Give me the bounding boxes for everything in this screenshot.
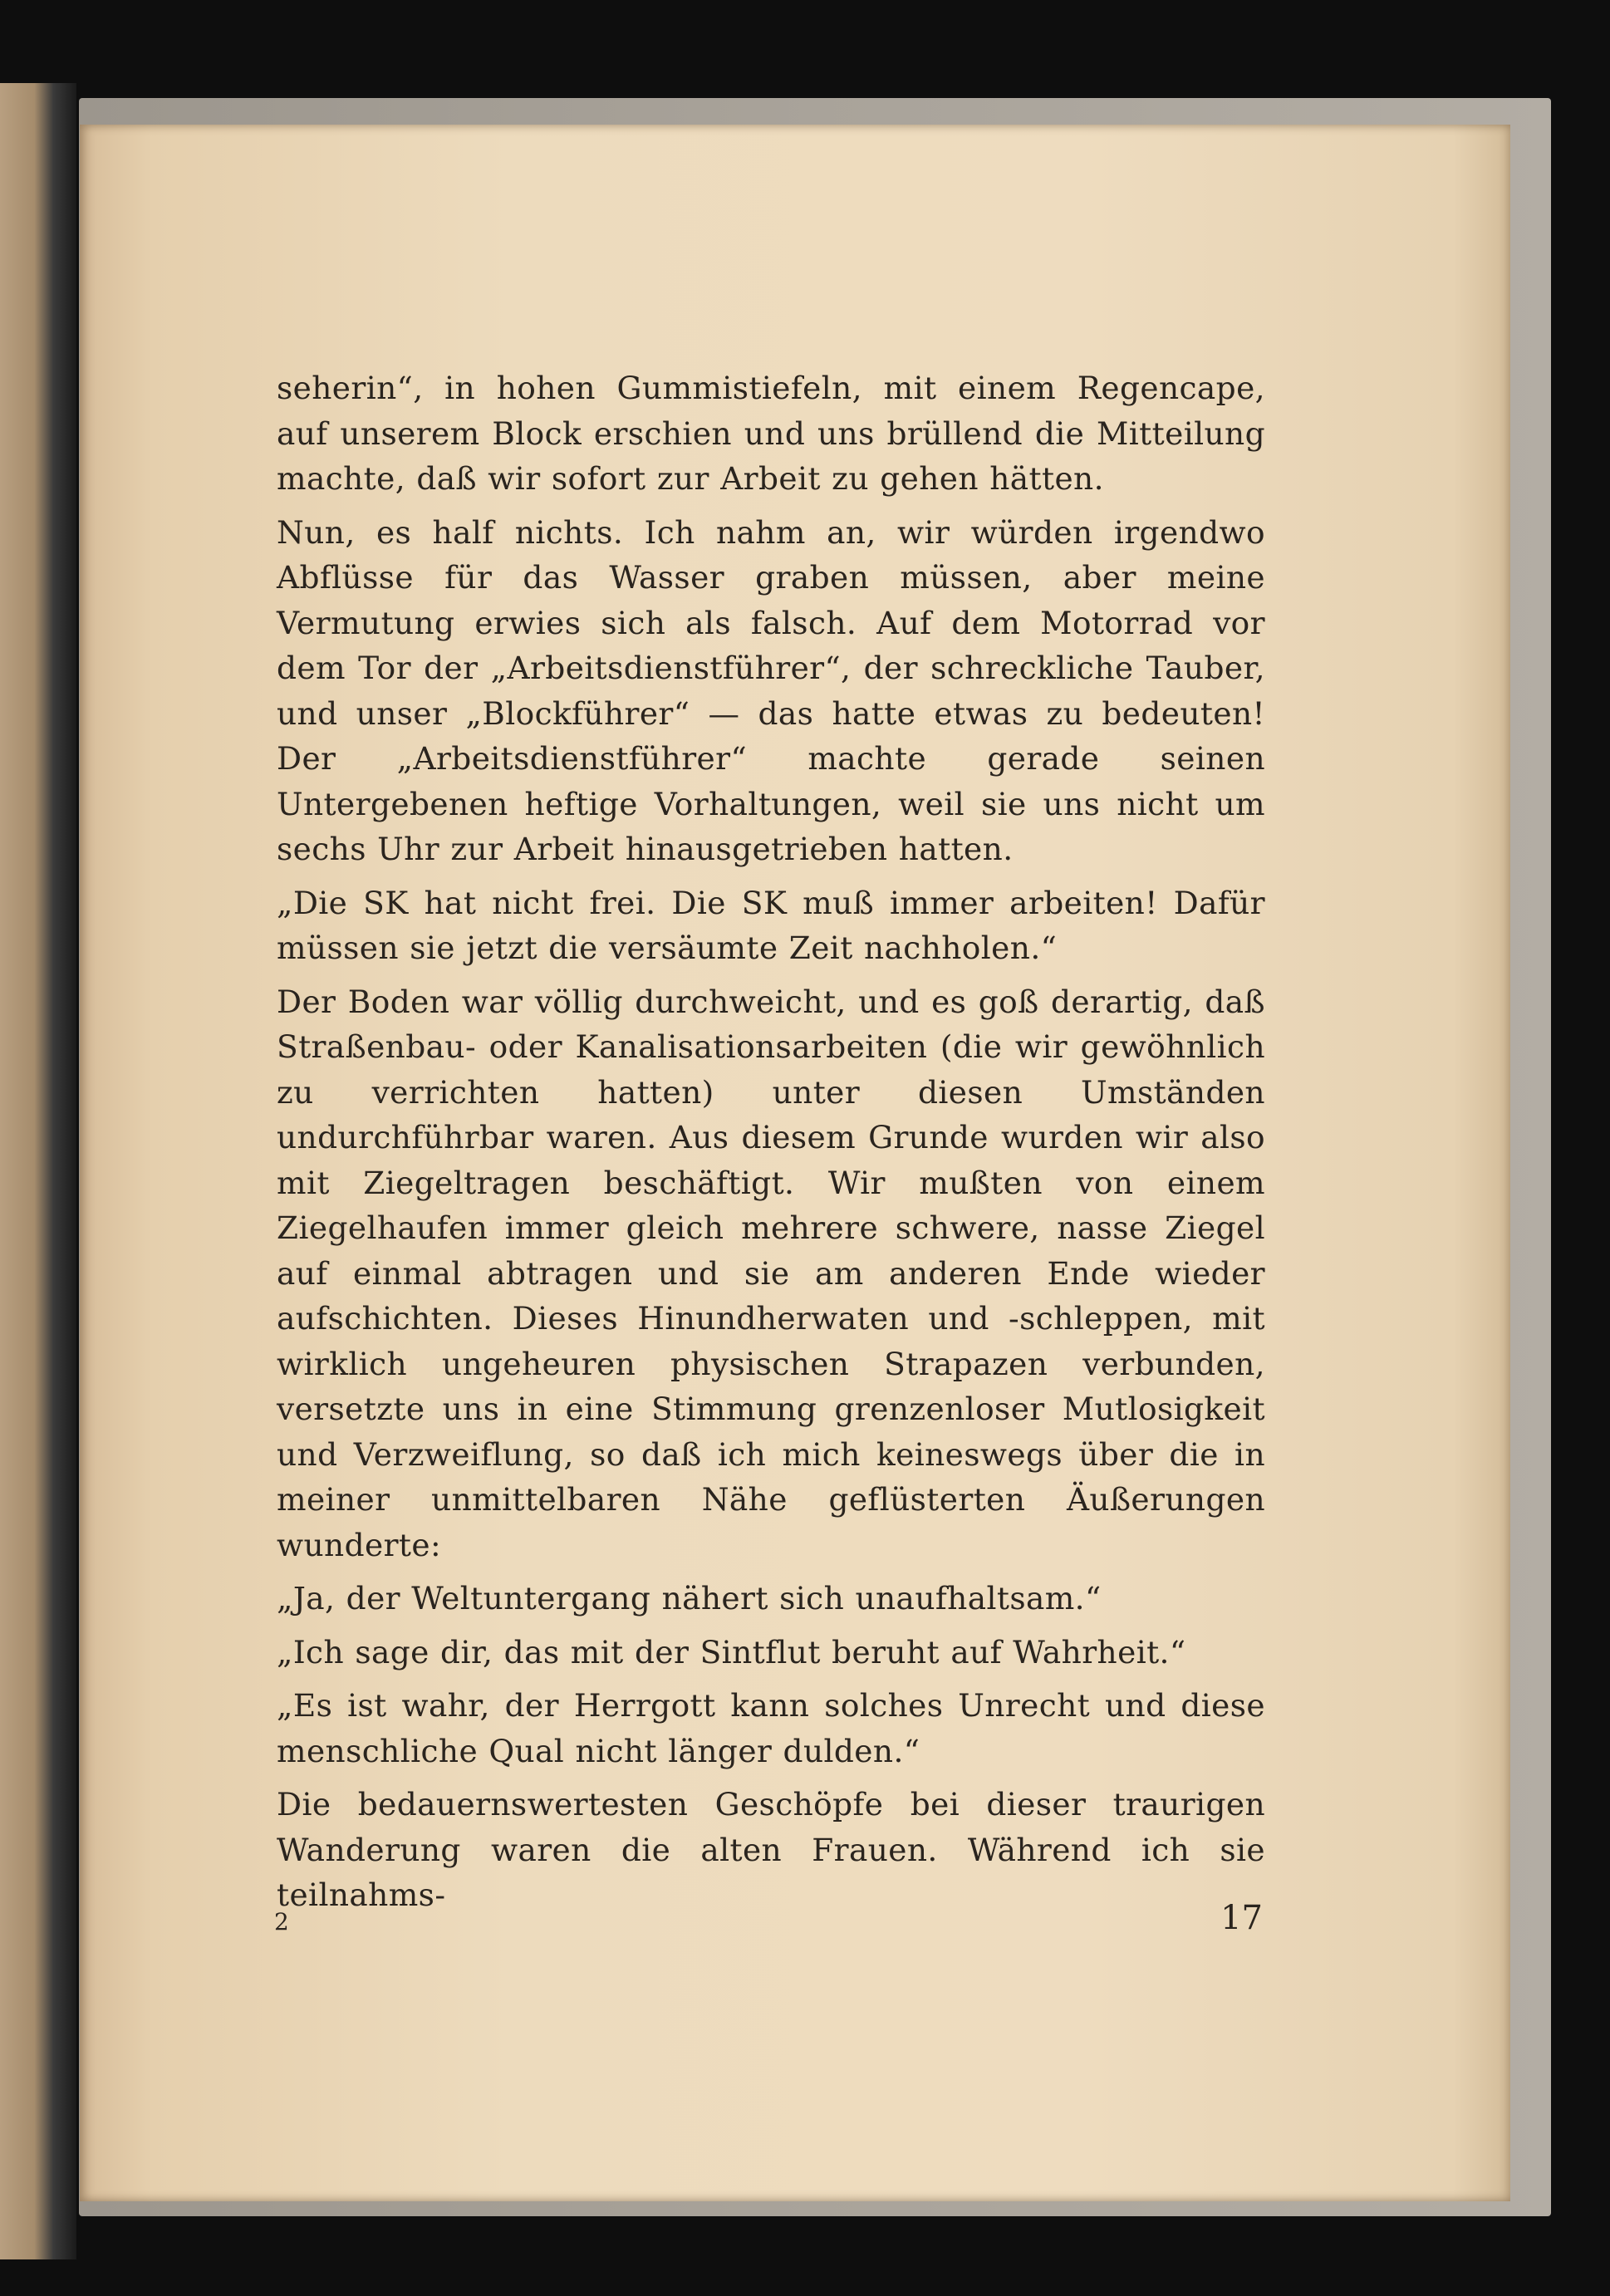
page-number: 17	[1220, 1899, 1263, 1937]
paragraph: seherin“, in hohen Gummistiefeln, mit einem Regencape, auf unserem Block erschien und uns brüllend die Mitteilung machte, daß wir sofort zur Arbeit zu gehen hätten.	[277, 370, 1265, 497]
paragraph: „Die SK hat nicht frei. Die SK muß immer arbeiten! Dafür müssen sie jetzt die versäumte Zeit nachholen.“	[277, 884, 1265, 966]
paragraph: „Es ist wahr, der Herrgott kann solches Unrecht und diese menschliche Qual nicht länger dulden.“	[277, 1687, 1265, 1769]
paragraph: Nun, es half nichts. Ich nahm an, wir würden irgendwo Abflüsse für das Wasser graben müssen, aber meine Vermutung erwies sich als falsch. Auf dem Motorrad vor dem Tor der „Arbeitsdienstführer“, der schreckliche Tauber, und unser „Blockführer“ — das hatte etwas zu bedeuten! Der „Arbeitsdienstführer“ machte gerade seinen Untergebenen heftige Vorhaltungen, weil sie uns nicht um sechs Uhr zur Arbeit hinausgetrieben hatten.	[277, 513, 1265, 867]
previous-page-edge	[0, 83, 76, 2259]
paragraph: Die bedauernswertesten Geschöpfe bei dieser traurigen Wanderung waren die alten Frauen. Während ich sie teilnahms-	[277, 1786, 1265, 1913]
paragraph: Der Boden war völlig durchweicht, und es goß derartig, daß Straßenbau- oder Kanalisationsarbeiten (die wir gewöhnlich zu verrichten hatten) unter diesen Umständen undurchführbar waren. Aus diesem Grunde wurden wir also mit Ziegeltragen beschäftigt. Wir mußten von einem Ziegelhaufen immer gleich mehrere schwere, nasse Ziegel auf einmal abtragen und sie am anderen Ende wieder aufschichten. Dieses Hinundherwaten und -schleppen, mit wirklich ungeheuren physischen Strapazen verbunden, versetzte uns in eine Stimmung grenzenloser Mutlosigkeit und Verzweiflung, so daß ich mich keineswegs über die in meiner unmittelbaren Nähe geflüsterten Äußerungen wunderte:	[277, 983, 1265, 1563]
paragraph: „Ja, der Weltuntergang nähert sich unaufhaltsam.“	[277, 1580, 1102, 1617]
book-page	[80, 125, 1510, 2201]
body-text	[277, 365, 1265, 1926]
signature-mark: 2	[274, 1908, 289, 1935]
paragraph: „Ich sage dir, das mit der Sintflut beruht auf Wahrheit.“	[277, 1633, 1186, 1670]
